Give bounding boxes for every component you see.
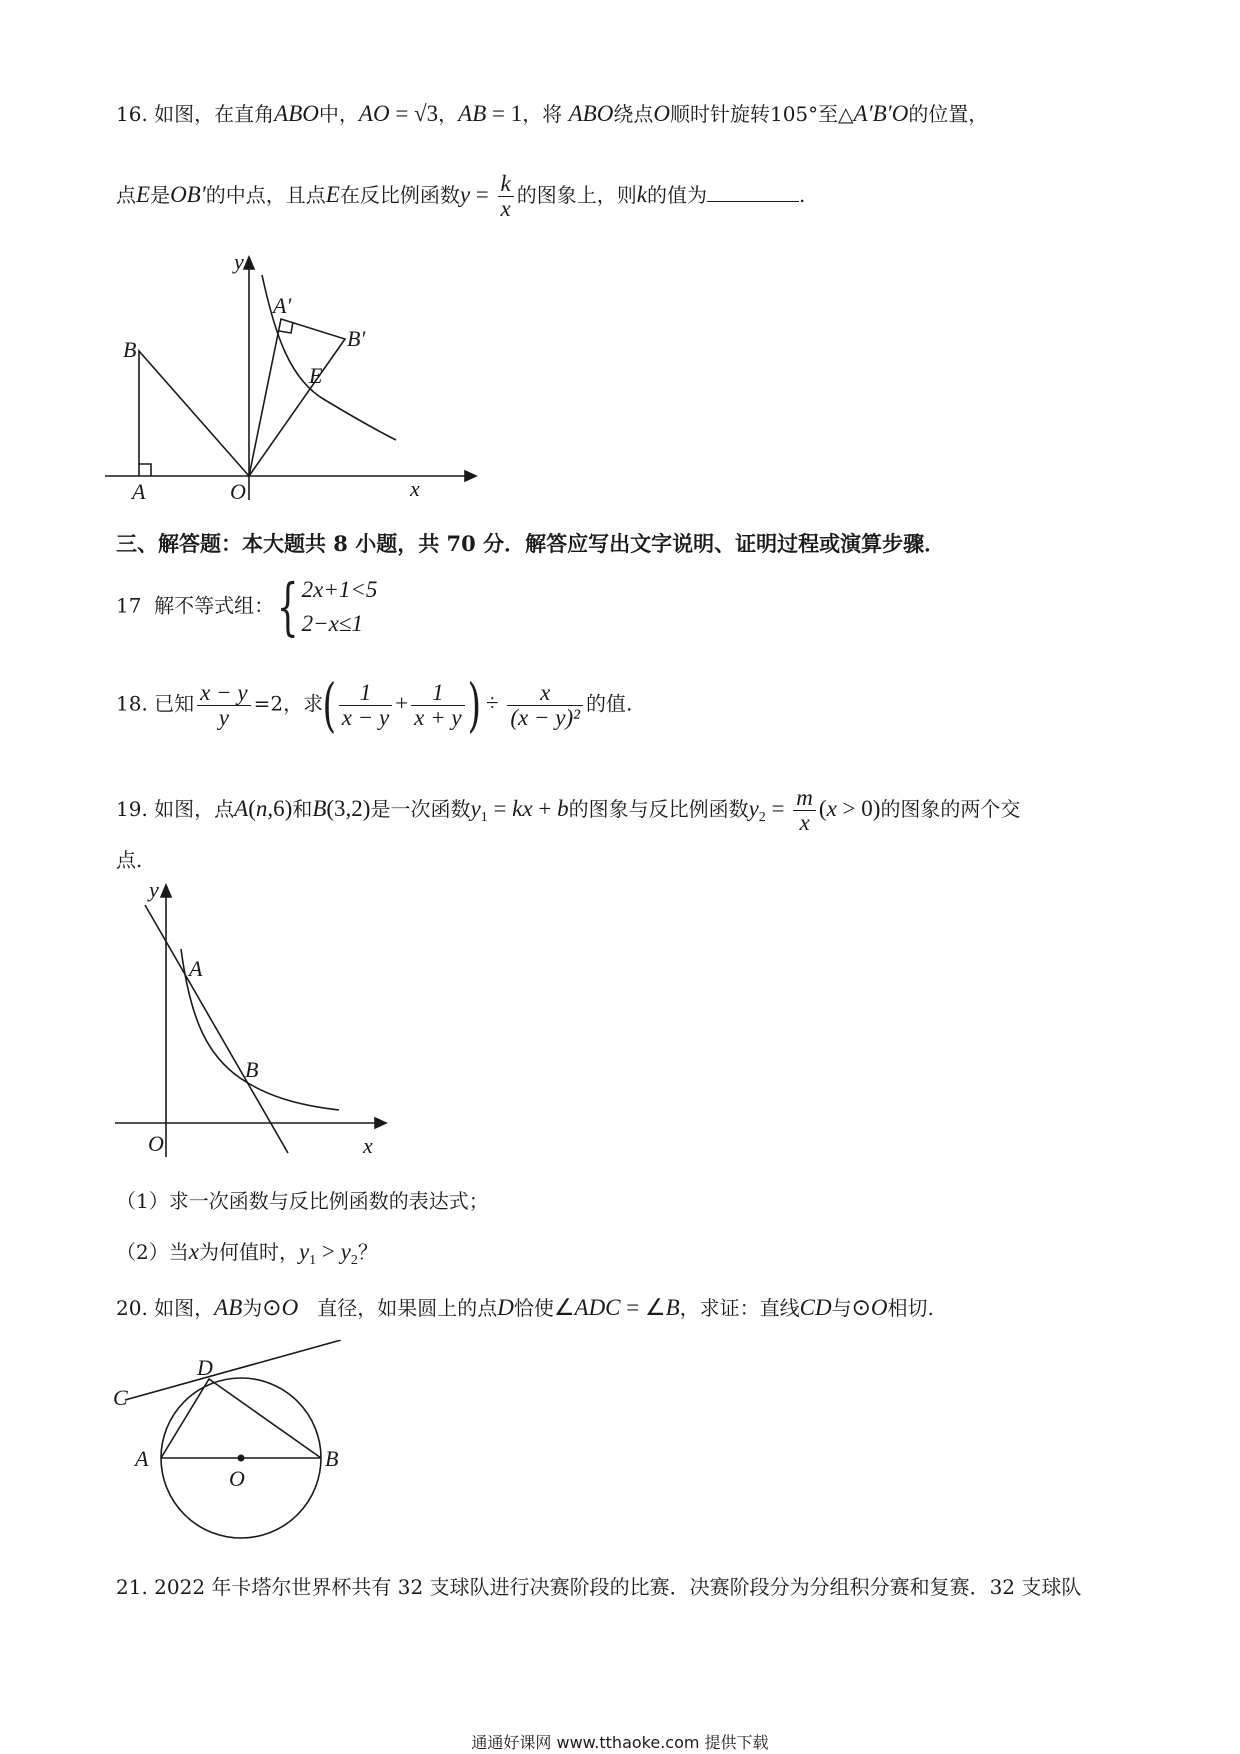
section3-heading: 三、解答题：本大题共 8 小题，共 70 分．解答应写出文字说明、证明过程或演算步骤． bbox=[116, 531, 946, 556]
q17-line: 17 解不等式组：{ 2x+1<5 2−x≤1 bbox=[116, 570, 378, 643]
right-angle-a bbox=[139, 464, 151, 476]
x-axis-arrow bbox=[465, 471, 476, 481]
q20-figure bbox=[105, 1340, 365, 1560]
triangle-adb bbox=[161, 1379, 321, 1458]
label-y: y bbox=[234, 255, 244, 274]
label-b: B bbox=[123, 337, 137, 362]
label-a: A bbox=[189, 956, 203, 981]
label-o: O bbox=[148, 1131, 164, 1156]
label-b-prime: B′ bbox=[347, 326, 366, 351]
q19-line2: 点. bbox=[116, 848, 143, 872]
q16-figure bbox=[100, 255, 480, 505]
q21-line: 21. 2022 年卡塔尔世界杯共有 32 支球队进行决赛阶段的比赛．决赛阶段分为分组积分赛和复赛．32 支球队 bbox=[116, 1575, 1082, 1599]
q16-answer-blank bbox=[707, 181, 799, 202]
label-d: D bbox=[197, 1355, 213, 1380]
system-brace: { bbox=[277, 570, 299, 643]
q16-line2: 点E是OB′的中点，且点E在反比例函数y = $\frac{k}{x}$ 的图象上，则k的值为 . bbox=[116, 171, 806, 221]
x-axis-arrow bbox=[375, 1118, 386, 1128]
label-a-prime: A′ bbox=[273, 293, 292, 318]
right-angle-a-prime bbox=[279, 322, 293, 333]
label-o: O bbox=[230, 479, 246, 504]
q19-number: 19. bbox=[116, 797, 148, 821]
y-axis-arrow bbox=[161, 885, 171, 897]
label-c: C bbox=[113, 1385, 128, 1410]
label-a: A bbox=[132, 479, 146, 504]
q19-sub1: （1）求一次函数与反比例函数的表达式； bbox=[116, 1189, 489, 1213]
footer: 通通好课网 www.tthaoke.com 提供下载 bbox=[471, 1733, 769, 1752]
q19-figure bbox=[105, 875, 395, 1165]
q18-number: 18. bbox=[116, 691, 148, 716]
label-o: O bbox=[229, 1466, 245, 1491]
q20-number: 20. bbox=[116, 1296, 148, 1320]
label-x: x bbox=[410, 476, 420, 501]
q16-line1: 16. 如图，在直角ABO中，AO = √3，AB = 1，将 ABO绕点O顺时针旋转105°至△A′B′O的位置， bbox=[116, 101, 989, 126]
tangent-line-cd bbox=[125, 1340, 341, 1400]
center-point-o bbox=[238, 1455, 245, 1462]
triangle-abo bbox=[139, 351, 249, 476]
q19-sub2: （2）当x为何值时，$y_1 > y_2$？ bbox=[116, 1239, 378, 1268]
label-b: B bbox=[325, 1446, 339, 1471]
triangle-a-b-o bbox=[249, 319, 345, 476]
q19-line1: 19. 如图，点A(n,6)和B(3,2)是一次函数$y_1$ = kx + b的图象与反比例函数$y_2$ = $\frac{m}{x}$ (x > 0)的图象的两个交 bbox=[116, 785, 1021, 835]
q20-line: 20. 如图，AB为⊙O 直径，如果圆上的点D恰使∠ADC = ∠B，求证：直线CD与⊙O相切. bbox=[116, 1295, 934, 1320]
hyperbola bbox=[181, 949, 339, 1110]
q18-line: 18. 已知 $\frac{x - y}{y}$ =2，求( $\frac{1}{x - y}$ + $\frac{1}{x + y}$ ) ÷ $\frac{x}{\text{(x − y)²}}$ 的值. bbox=[116, 671, 633, 739]
q16-number: 16. bbox=[116, 102, 148, 126]
label-e: E bbox=[309, 363, 323, 388]
label-b: B bbox=[245, 1057, 259, 1082]
y-axis-arrow bbox=[244, 257, 254, 269]
q16-fraction-k-over-x: $\frac{k}{x}$ bbox=[498, 172, 514, 221]
q17-number: 17 bbox=[116, 593, 142, 618]
label-a: A bbox=[135, 1446, 149, 1471]
label-x: x bbox=[363, 1133, 373, 1158]
label-y: y bbox=[149, 877, 159, 902]
